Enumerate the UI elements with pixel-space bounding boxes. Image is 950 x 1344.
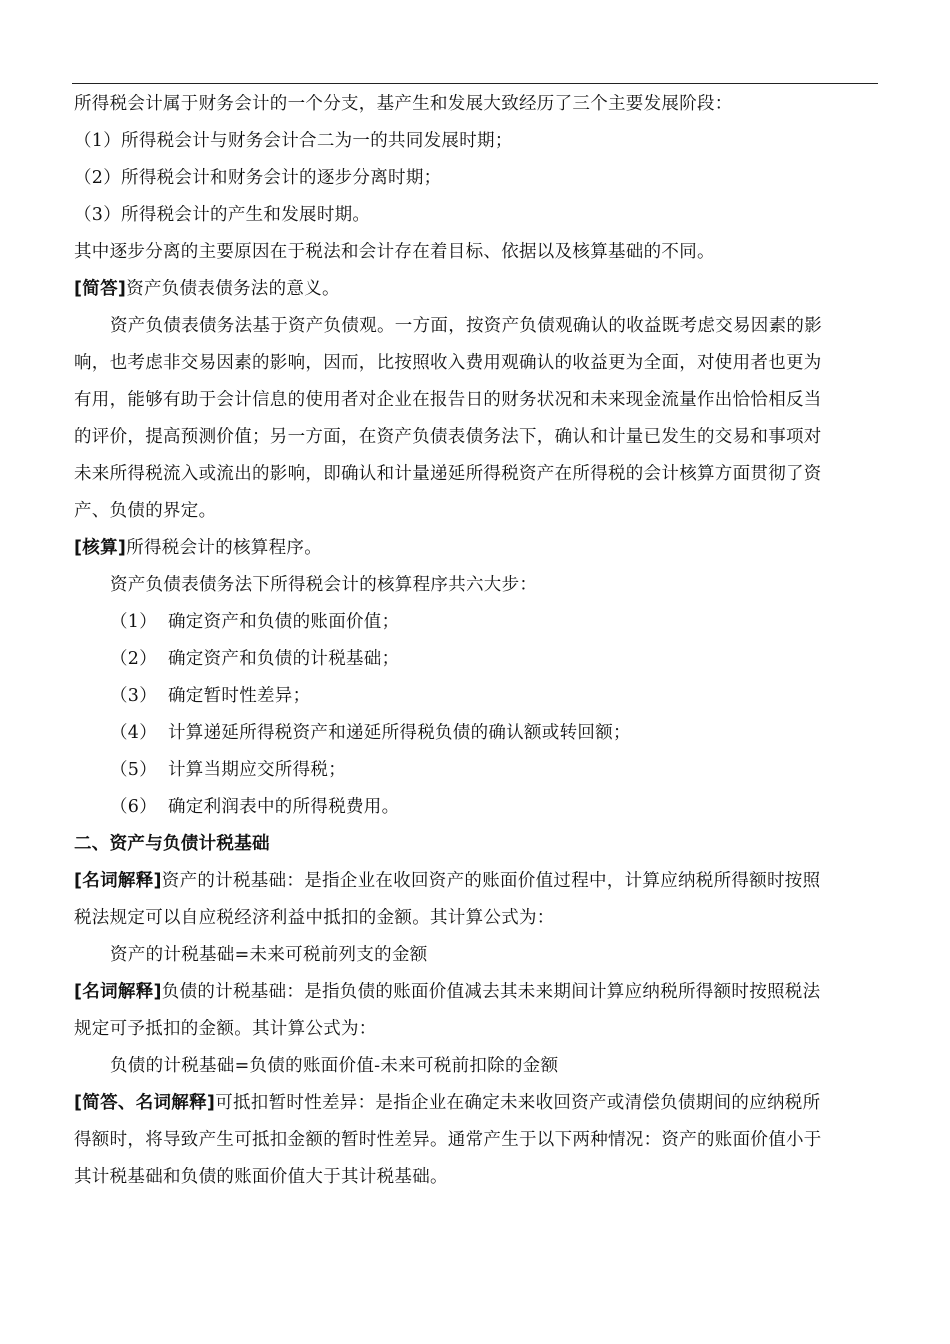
step-item — [74, 604, 880, 641]
header-rule — [72, 83, 878, 84]
step-number: （5） — [110, 760, 158, 780]
question-tag: [核算] — [74, 538, 127, 558]
question-heading — [74, 271, 880, 308]
step-text: 确定资产和负债的计税基础； — [168, 649, 400, 669]
step-item — [74, 678, 880, 715]
question-heading — [74, 530, 880, 567]
step-text: 确定暂时性差异； — [168, 686, 311, 706]
question-tag: [简答] — [74, 279, 127, 299]
step-text: 确定资产和负债的账面价值； — [168, 612, 400, 632]
question-title: 所得税会计的核算程序。 — [126, 538, 323, 558]
page-content — [74, 86, 880, 1196]
answer-line: 响，也考虑非交易因素的影响，因而，比按照收入费用观确认的收益更为全面，对使用者也更为 — [74, 353, 822, 373]
step-item — [74, 752, 880, 789]
step-number: （1） — [110, 612, 158, 632]
answer-line: 资产负债表债务法基于资产负债观。一方面，按资产负债观确认的收益既考虑交易因素的影 — [110, 316, 822, 336]
definition-text: 资产的计税基础：是指企业在收回资产的账面价值过程中，计算应纳税所得额时按照 — [161, 871, 821, 891]
definition-text: 可抵扣暂时性差异：是指企业在确定未来收回资产或清偿负债期间的应纳税所 — [215, 1093, 821, 1113]
stage-item: （2）所得税会计和财务会计的逐步分离时期； — [74, 168, 442, 188]
step-item — [74, 789, 880, 826]
definition-line: 其计税基础和负债的账面价值大于其计税基础。 — [74, 1167, 448, 1187]
definition-tag: [名词解释] — [74, 982, 162, 1002]
question-title: 资产负债表债务法的意义。 — [126, 279, 340, 299]
answer-line: 产、负债的界定。 — [74, 501, 217, 521]
formula: 负债的计税基础=负债的账面价值-未来可税前扣除的金额 — [110, 1056, 559, 1076]
answer-line: 未来所得税流入或流出的影响，即确认和计量递延所得税资产在所得税的会计核算方面贯彻了资 — [74, 464, 822, 484]
step-item — [74, 715, 880, 752]
answer-lead: 资产负债表债务法下所得税会计的核算程序共六大步： — [110, 575, 538, 595]
step-number: （6） — [110, 797, 158, 817]
reason-paragraph: 其中逐步分离的主要原因在于税法和会计存在着目标、依据以及核算基础的不同。 — [74, 242, 715, 262]
definition-tag: [简答、名词解释] — [74, 1093, 216, 1113]
definition-line: 税法规定可以自应税经济利益中抵扣的金额。其计算公式为： — [74, 908, 555, 928]
definition-line — [74, 1085, 880, 1122]
definition-line — [74, 974, 880, 1011]
answer-line: 的评价，提高预测价值；另一方面，在资产负债表债务法下，确认和计量已发生的交易和事项对 — [74, 427, 822, 447]
intro-paragraph: 所得税会计属于财务会计的一个分支，基产生和发展大致经历了三个主要发展阶段： — [74, 94, 733, 114]
definition-text: 负债的计税基础：是指负债的账面价值减去其未来期间计算应纳税所得额时按照税法 — [161, 982, 821, 1002]
definition-line: 得额时，将导致产生可抵扣金额的暂时性差异。通常产生于以下两种情况：资产的账面价值小于 — [74, 1130, 822, 1150]
step-item — [74, 641, 880, 678]
stage-item: （3）所得税会计的产生和发展时期。 — [74, 205, 371, 225]
section-heading: 二、资产与负债计税基础 — [74, 834, 270, 854]
stage-item: （1）所得税会计与财务会计合二为一的共同发展时期； — [74, 131, 513, 151]
step-text: 确定利润表中的所得税费用。 — [168, 797, 400, 817]
definition-tag: [名词解释] — [74, 871, 162, 891]
step-text: 计算递延所得税资产和递延所得税负债的确认额或转回额； — [168, 723, 631, 743]
step-number: （3） — [110, 686, 158, 706]
definition-line: 规定可予抵扣的金额。其计算公式为： — [74, 1019, 377, 1039]
step-number: （2） — [110, 649, 158, 669]
answer-line: 有用，能够有助于会计信息的使用者对企业在报告日的财务状况和未来现金流量作出恰恰相反当 — [74, 390, 822, 410]
step-text: 计算当期应交所得税； — [168, 760, 346, 780]
formula: 资产的计税基础=未来可税前列支的金额 — [110, 945, 428, 965]
step-number: （4） — [110, 723, 158, 743]
definition-line — [74, 863, 880, 900]
